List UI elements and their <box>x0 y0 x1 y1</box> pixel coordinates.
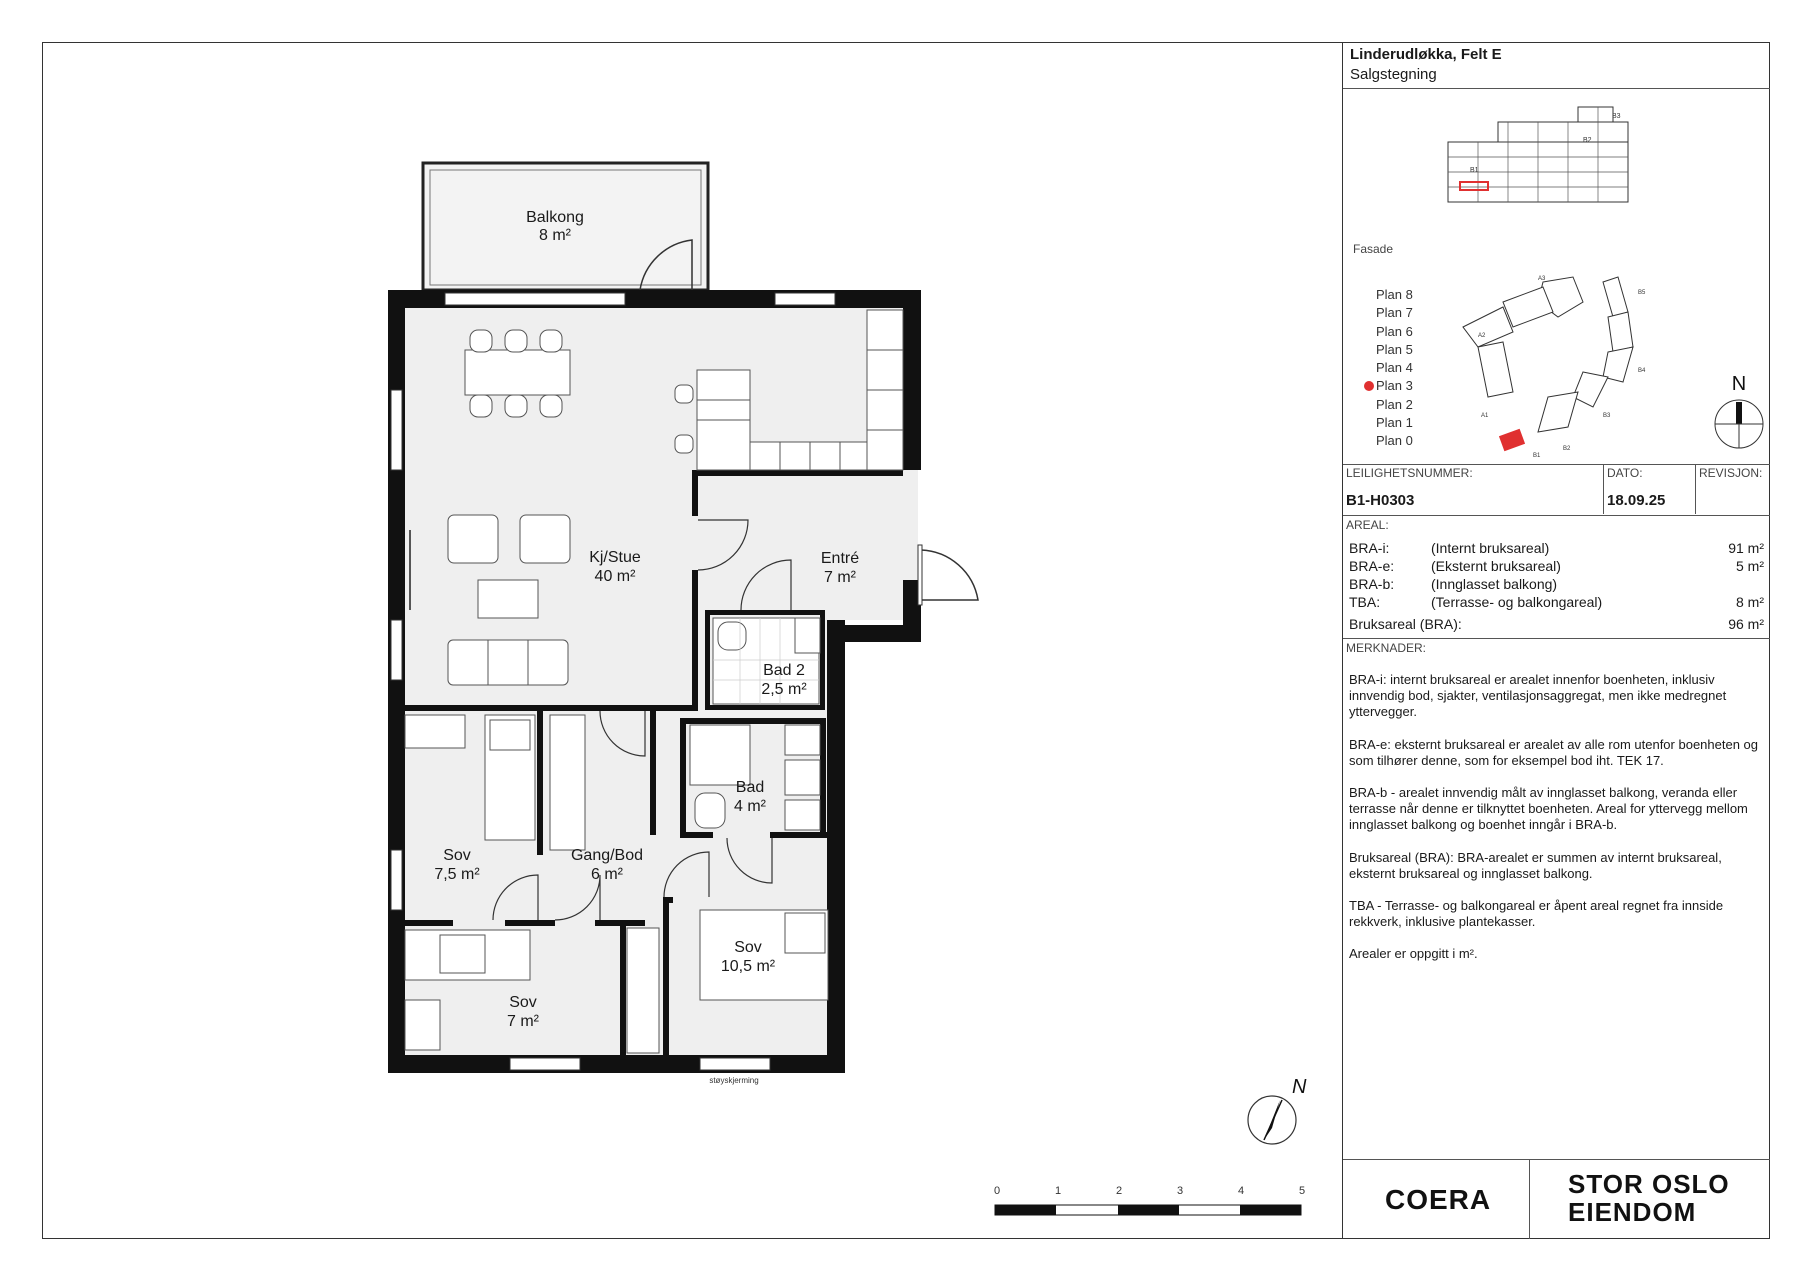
room-name-gang-bod: Gang/Bod <box>570 847 644 864</box>
date-value: 18.09.25 <box>1607 492 1666 509</box>
areal-row: BRA-e: (Eksternt bruksareal) 5 m² <box>1349 558 1764 574</box>
areal-total: Bruksareal (BRA): 96 m² <box>1349 616 1764 632</box>
plan-item[interactable]: Plan 0 <box>1376 433 1413 449</box>
svg-text:B5: B5 <box>1638 290 1646 296</box>
site-plan-thumbnail <box>1443 232 1673 462</box>
room-name-bad: Bad <box>735 779 765 796</box>
svg-text:A3: A3 <box>1538 276 1546 282</box>
room-name-entre: Entré <box>820 550 860 567</box>
svg-text:B3: B3 <box>1603 413 1611 419</box>
svg-text:B3: B3 <box>1612 113 1621 120</box>
room-name-kjstue: Kj/Stue <box>589 549 641 566</box>
scale-bar <box>994 1185 1305 1215</box>
areal-row: TBA: (Terrasse- og balkongareal) 8 m² <box>1349 594 1764 610</box>
room-name-bad2: Bad 2 <box>763 662 805 679</box>
svg-text:1: 1 <box>1054 1185 1062 1197</box>
room-area-bad: 4 m² <box>734 798 766 815</box>
svg-text:B2: B2 <box>1563 446 1571 452</box>
plan-item[interactable]: Plan 2 <box>1376 396 1413 412</box>
svg-text:4: 4 <box>1237 1185 1245 1197</box>
north-arrow <box>1248 1076 1307 1144</box>
plan-list <box>1376 286 1413 451</box>
unit-number-label: LEILIGHETSNUMMER: <box>1346 466 1473 480</box>
plan-item[interactable]: Plan 1 <box>1376 415 1413 431</box>
active-building-marker <box>1499 429 1525 452</box>
project-subtitle: Salgstegning <box>1350 66 1437 83</box>
project-title: Linderudløkka, Felt E <box>1350 46 1502 63</box>
room-area-entre: 7 m² <box>824 569 856 586</box>
room-name-sov-1: Sov <box>443 847 471 864</box>
room-area-balkong: 8 m² <box>539 227 571 244</box>
fasade-label: Fasade <box>1353 242 1394 256</box>
room-area-sov-2: 10,5 m² <box>720 958 776 975</box>
svg-text:A1: A1 <box>1481 413 1489 419</box>
room-name-sov-3: Sov <box>509 994 537 1011</box>
plan-item[interactable]: Plan 8 <box>1376 287 1413 302</box>
room-area-gang-bod: 6 m² <box>591 866 623 883</box>
svg-text:A2: A2 <box>1478 333 1486 339</box>
plan-item[interactable]: Plan 6 <box>1376 323 1413 339</box>
date-label: DATO: <box>1607 466 1643 480</box>
svg-text:N: N <box>1292 1076 1307 1098</box>
active-plan-dot <box>1364 381 1374 391</box>
svg-text:0: 0 <box>993 1185 1001 1197</box>
floor-plan <box>42 42 1344 1239</box>
noise-screen-label: støyskjerming <box>709 1076 759 1085</box>
svg-text:B1: B1 <box>1533 453 1541 459</box>
keymap-north-arrow <box>1711 372 1767 452</box>
room-area-sov-3: 7 m² <box>507 1013 539 1030</box>
svg-text:B4: B4 <box>1638 368 1646 374</box>
revision-label: REVISJON: <box>1699 466 1763 480</box>
svg-text:2: 2 <box>1115 1185 1123 1197</box>
plan-item[interactable]: Plan 5 <box>1376 341 1413 357</box>
plan-item-active[interactable]: Plan 3 <box>1376 377 1413 395</box>
svg-text:5: 5 <box>1298 1185 1306 1197</box>
title-block <box>1342 42 1770 1239</box>
svg-text:B2: B2 <box>1583 137 1592 144</box>
room-name-balkong: Balkong <box>526 209 584 226</box>
svg-text:3: 3 <box>1176 1185 1184 1197</box>
unit-number-value: B1-H0303 <box>1346 492 1415 509</box>
svg-text:N: N <box>1731 373 1747 395</box>
svg-text:B1: B1 <box>1470 167 1479 174</box>
facade-thumbnail <box>1438 102 1638 212</box>
merknader-text: BRA-i: internt bruksareal er arealet innenfor boenheten, inklusiv innvendig bod, sjakter, ventilasjonsaggregat, men ikke medregnet yttervegger. BRA-e: eksternt bruksareal er arealet av alle rom utenfor boenheten og som tilhører denne, som for eksempel bod iht. TEK 17. BRA-b - arealet innvendig målt av innglasset balkong, veranda eller terrasse når denne er tilknyttet boenheten. Areal for yttervegg mellom innglasset balkong og boenhet inngår i BRA-b. Bruksareal (BRA): BRA-arealet er summen av internt bruksareal, eksternt bruksareal og innglasset balkong. TBA - Terrasse- og balkongareal er åpent areal regnet fra innside rekkverk, inklusive plantekasser. Arealer er oppgitt i m². <box>1349 672 1759 962</box>
areal-header: AREAL: <box>1346 518 1389 532</box>
room-name-sov-2: Sov <box>734 939 762 956</box>
room-area-kjstue: 40 m² <box>594 568 636 585</box>
plan-item[interactable]: Plan 7 <box>1376 305 1413 321</box>
merknader-header: MERKNADER: <box>1346 641 1427 655</box>
room-area-bad2: 2,5 m² <box>761 681 807 698</box>
areal-row: BRA-b: (Innglasset balkong) <box>1349 576 1558 592</box>
room-area-sov-1: 7,5 m² <box>434 866 480 883</box>
plan-item[interactable]: Plan 4 <box>1376 360 1413 376</box>
coera-logo: COERA <box>1385 1184 1492 1215</box>
areal-row: BRA-i: (Internt bruksareal) 91 m² <box>1349 540 1764 556</box>
stor-oslo-eiendom-logo: STOR OSLO EIENDOM <box>1568 1169 1730 1227</box>
